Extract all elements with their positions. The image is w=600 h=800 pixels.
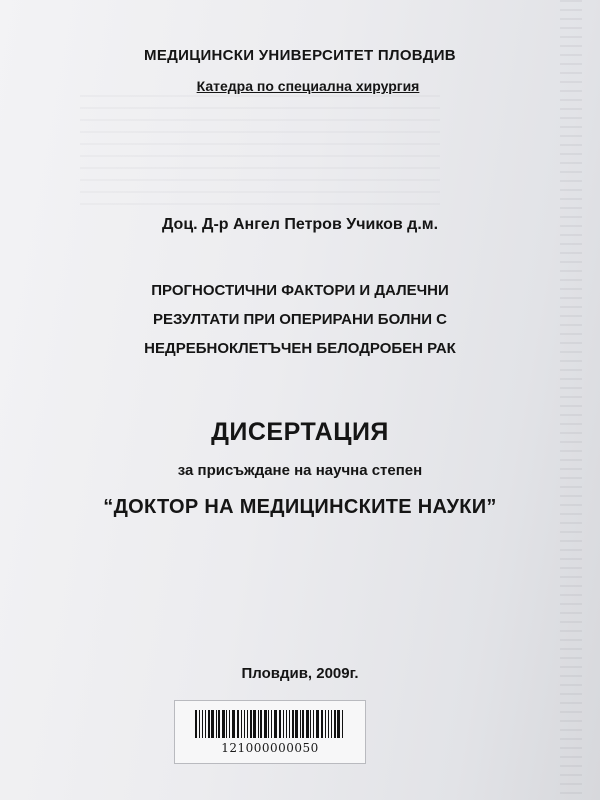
department-name: Катедра по специална хирургия (196, 78, 420, 94)
barcode-bar (258, 710, 259, 738)
barcode-bar (195, 710, 197, 738)
degree-name: “ДОКТОР НА МЕДИЦИНСКИТЕ НАУКИ” (103, 496, 497, 518)
university-name: МЕДИЦИНСКИ УНИВЕРСИТЕТ ПЛОВДИВ (144, 47, 456, 64)
title-line-2: РЕЗУЛТАТИ ПРИ ОПЕРИРАНИ БОЛНИ С (152, 311, 448, 328)
barcode-bar (328, 710, 329, 738)
barcode-bar (331, 710, 332, 738)
barcode-bar (295, 710, 298, 738)
document-type: ДИСЕРТАЦИЯ (211, 418, 389, 446)
barcode-bar (313, 710, 314, 738)
barcode-bar (232, 710, 235, 738)
title-line-1: ПРОГНОСТИЧНИ ФАКТОРИ И ДАЛЕЧНИ (151, 282, 449, 299)
barcode-bar (306, 710, 309, 738)
barcode-bar (283, 710, 284, 738)
barcode-bar (218, 710, 220, 738)
barcode-bar (237, 710, 239, 738)
barcode-bar (310, 710, 311, 738)
barcode-bar (216, 710, 217, 738)
author-name: Доц. Д-р Ангел Петров Учиков д.м. (161, 216, 439, 233)
barcode-bar (292, 710, 294, 738)
barcode-bar (302, 710, 304, 738)
barcode-bar (271, 710, 272, 738)
barcode-bar (289, 710, 290, 738)
scan-bleed-texture-top (80, 95, 440, 205)
barcode-bar (199, 710, 200, 738)
barcode-bar (222, 710, 225, 738)
barcode-bar (300, 710, 301, 738)
barcode-bar (334, 710, 336, 738)
barcode-bar (226, 710, 227, 738)
barcode-bar (321, 710, 323, 738)
barcode-bar (264, 710, 267, 738)
barcode-bar (274, 710, 277, 738)
title-line-3: НЕДРЕБНОКЛЕТЪЧЕН БЕЛОДРОБЕН РАК (144, 340, 456, 357)
place-and-year: Пловдив, 2009г. (241, 665, 359, 682)
barcode-bar (241, 710, 242, 738)
barcode-bar (202, 710, 203, 738)
barcode-bar (244, 710, 245, 738)
barcode-bar (253, 710, 256, 738)
barcode-bar (229, 710, 230, 738)
barcode-bar (208, 710, 210, 738)
barcode-bar (247, 710, 248, 738)
barcode-bar (211, 710, 214, 738)
barcode-bar (337, 710, 340, 738)
barcode-label (174, 700, 366, 764)
barcode-icon (195, 710, 345, 738)
barcode-bar (205, 710, 206, 738)
barcode-bar (325, 710, 326, 738)
barcode-bar (316, 710, 319, 738)
barcode-number: 121000000050 (221, 741, 319, 755)
barcode-bar (342, 710, 343, 738)
barcode-bar (260, 710, 262, 738)
barcode-bar (286, 710, 287, 738)
degree-purpose: за присъждане на научна степен (177, 462, 423, 479)
barcode-bar (279, 710, 281, 738)
barcode-bar (250, 710, 252, 738)
barcode-bar (268, 710, 269, 738)
